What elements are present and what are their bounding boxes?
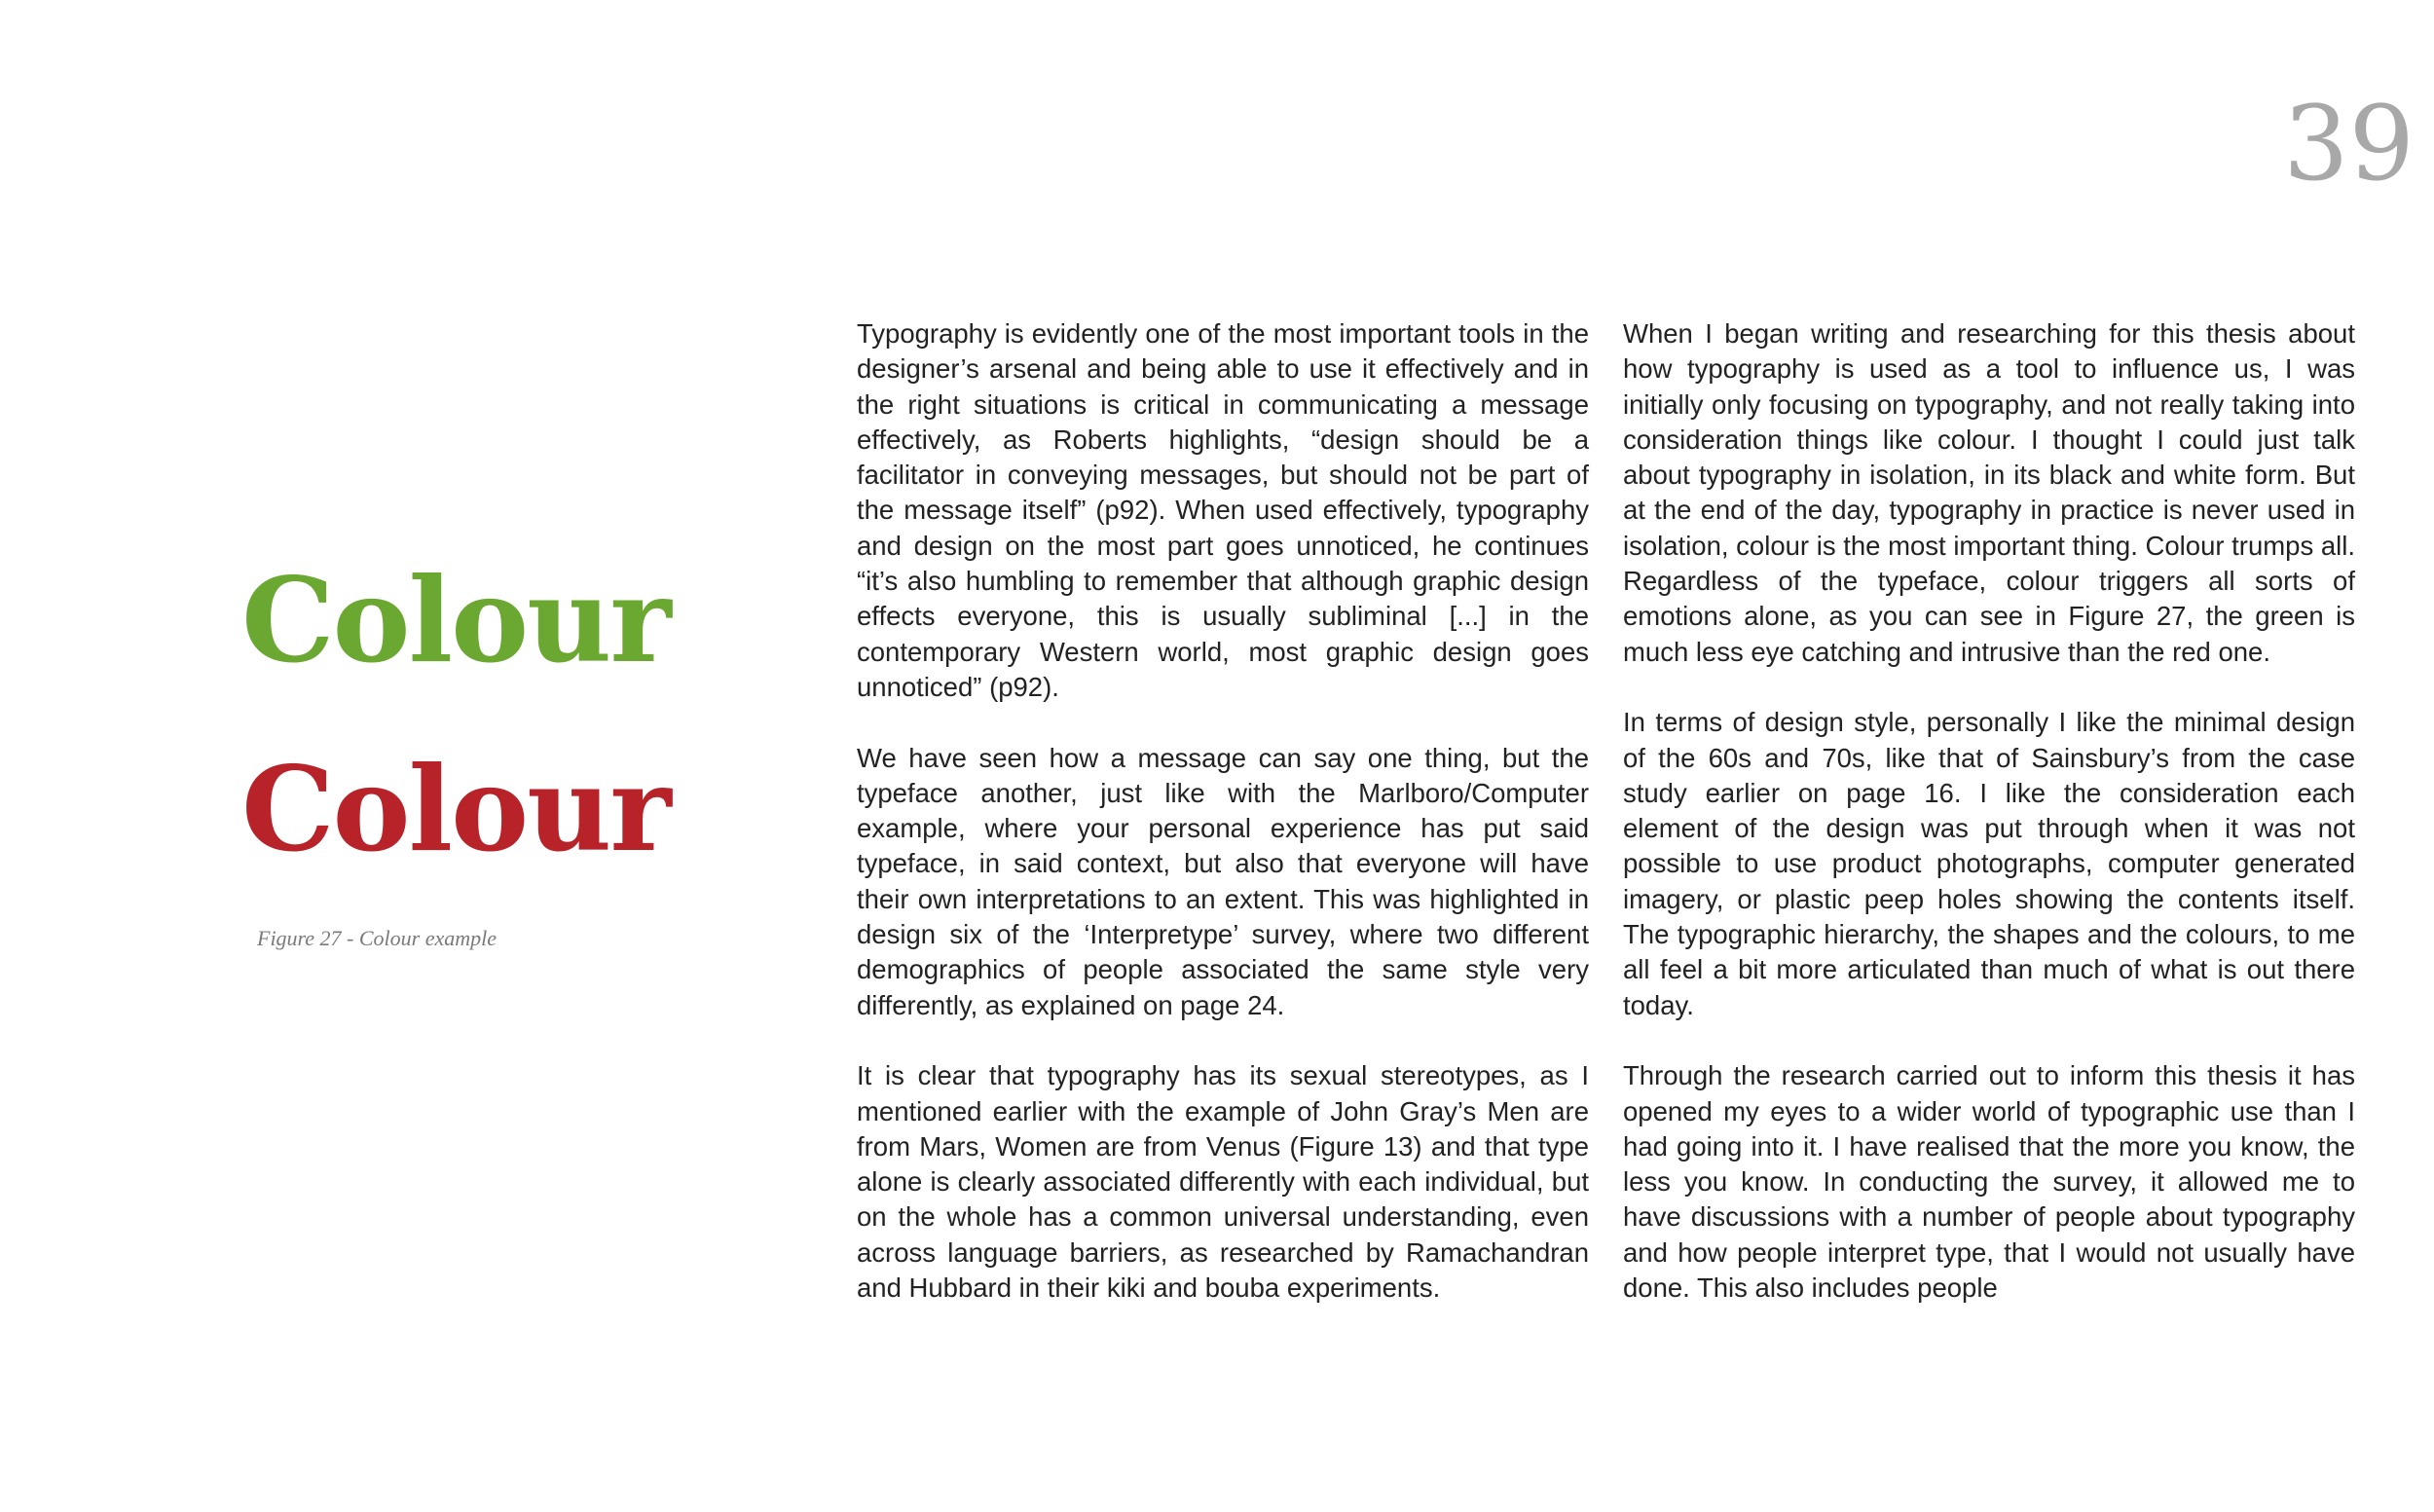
figure-caption: Figure 27 - Colour example [257, 926, 498, 950]
paragraph: Through the research carried out to inform this thesis it has opened my eyes to a wider world of typographic use than I had going into it. I have realised that the more you know, the less you know. In conducting the survey, it allowed me to have discussions with a number of people about typography and how people interpret type, that I would not usually have done. This also includes people [1623, 1060, 2355, 1304]
paragraph: When I began writing and researching for this thesis about how typography is used as a tool to influence us, I was initially only focusing on typography, and not really taking into consideration things like colour. I thought I could just talk about typography in isolation, in its black and white form. But at the end of the day, typography in practice is never used in isolation, colour is the most important thing. Colour trumps all. Regardless of the typeface, colour triggers all sorts of emotions alone, as you can see in Figure 27, the green is much less eye catching and intrusive than the red one. [1623, 318, 2355, 667]
colour-word-red: Colour [241, 741, 670, 878]
page-number: 39 [2283, 84, 2415, 203]
paragraph: Typography is evidently one of the most important tools in the designer’s arsenal and being able to use it effectively and in the right situations is critical in communicating a message effectively, as Roberts highlights, “design should be a facilitator in conveying messages, but should not be part of the message itself” (p92). When used effectively, typography and design on the most part goes unnoticed, he continues “it’s also humbling to remember that although graphic design effects everyone, this is usually subliminal [...] in the contemporary Western world, most graphic design goes unnoticed” (p92). [857, 318, 1589, 702]
colour-word-green: Colour [241, 552, 670, 689]
paragraph: We have seen how a message can say one thing, but the typeface another, just like with the Marlboro/Computer example, where your personal experience has put said typeface, in said context, but also that everyone will have their own interpretations to an extent. This was highlighted in design six of the ‘Interpretype’ survey, where two different demographics of people associated the same style very differently, as explained on page 24. [857, 742, 1589, 1020]
paragraph: It is clear that typography has its sexual stereotypes, as I mentioned earlier with the example of John Gray’s Men are from Mars, Women are from Venus (Figure 13) and that type alone is clearly associated differently with each individual, but on the whole has a common universal understanding, even across language barriers, as researched by Ramachandran and Hubbard in their kiki and bouba experiments. [857, 1060, 1589, 1304]
body-column-left [857, 316, 1589, 1342]
body-column-right [1623, 316, 2355, 1342]
paragraph: In terms of design style, personally I like the minimal design of the 60s and 70s, like that of Sainsbury’s from the case study earlier on page 16. I like the consideration each element of the design was put through when it was not possible to use product photographs, computer generated imagery, or plastic peep holes showing the contents itself. The typographic hierarchy, the shapes and the colours, to me all feel a bit more articulated than much of what is out there today. [1623, 707, 2355, 1020]
